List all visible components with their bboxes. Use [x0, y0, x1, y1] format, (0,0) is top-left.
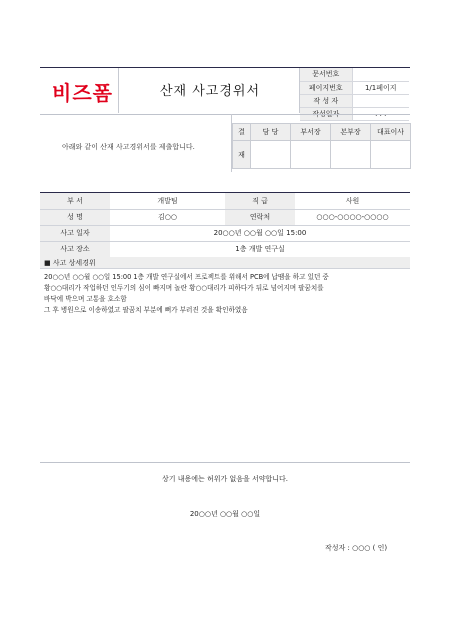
name-value[interactable]: 김○○ — [110, 209, 225, 225]
meta-value[interactable] — [352, 68, 409, 81]
info-row — [40, 209, 410, 225]
info-row — [40, 193, 410, 209]
brand-logo: 비즈폼 — [52, 81, 113, 105]
accident-place-label: 사고 장소 — [40, 241, 110, 257]
contact-label: 연락처 — [225, 209, 295, 225]
rank-label: 직 급 — [225, 193, 295, 209]
truth-statement: 상기 내용에는 허위가 없음을 서약합니다. — [161, 475, 289, 483]
signature-box-staff[interactable] — [251, 141, 291, 169]
submission-intro: 아래와 같이 산재 사고경위서를 제출합니다. — [62, 143, 195, 151]
detail-line: 황○○대리가 작업하던 인두기의 심이 빠지며 놀란 황○○대리가 피하다가 뒤로 넘어지며 팔꿈치를 — [44, 284, 324, 292]
approval-side-label-bottom: 재 — [233, 141, 251, 169]
meta-row — [300, 68, 409, 81]
meta-label: 문서번호 — [300, 68, 352, 81]
signing-date[interactable]: 20○○년 ○○월 ○○일 — [189, 510, 261, 518]
document-title: 산재 사고경위서 — [160, 84, 261, 99]
name-label: 성 명 — [40, 209, 110, 225]
signature-box-dept-head[interactable] — [291, 141, 331, 169]
approval-side-label-top: 결 — [233, 124, 251, 141]
info-row — [40, 241, 410, 257]
meta-row — [300, 81, 409, 94]
meta-row — [300, 94, 409, 107]
accident-detail-body[interactable] — [44, 272, 408, 316]
meta-label: 페이지번호 — [300, 81, 352, 94]
writer-signature[interactable]: 작성자 : ○○○ ( 인) — [325, 544, 388, 552]
header-divider-left — [118, 68, 119, 113]
dept-label: 부 서 — [40, 193, 110, 209]
dept-value[interactable]: 개발팀 — [110, 193, 225, 209]
meta-value[interactable] — [352, 94, 409, 107]
rank-value[interactable]: 사원 — [295, 193, 410, 209]
info-row — [40, 225, 410, 241]
approval-table — [232, 123, 411, 169]
detail-section-title: ■ 사고 상세경위 — [44, 259, 96, 267]
accident-date-value[interactable]: 20○○년 ○○월 ○○일 15:00 — [110, 225, 410, 241]
personal-info-table — [40, 193, 410, 258]
detail-bottom-rule — [40, 462, 410, 463]
accident-place-value[interactable]: 1층 개발 연구실 — [110, 241, 410, 257]
contact-value[interactable]: ○○○-○○○○-○○○○ — [295, 209, 410, 225]
accident-date-label: 사고 일자 — [40, 225, 110, 241]
document-meta-table — [300, 68, 409, 121]
signature-box-ceo[interactable] — [371, 141, 411, 169]
meta-label: 작 성 자 — [300, 94, 352, 107]
approval-col-dept-head: 부서장 — [291, 124, 331, 141]
detail-line: 바닥에 박으며 고통을 호소함 — [44, 295, 127, 303]
meta-value[interactable]: 1/1페이지 — [352, 81, 409, 94]
detail-line: 그 후 병원으로 이송하였고 팔꿈치 부분에 뼈가 부러진 것을 확인하였음 — [44, 306, 248, 314]
header-bottom-rule — [40, 114, 410, 115]
approval-col-division-head: 본부장 — [331, 124, 371, 141]
approval-col-ceo: 대표이사 — [371, 124, 411, 141]
signature-box-division-head[interactable] — [331, 141, 371, 169]
detail-line: 20○○년 ○○월 ○○일 15:00 1층 개발 연구실에서 프로젝트를 위해서 PCB에 납땜을 하고 있던 중 — [44, 273, 329, 281]
approval-col-staff: 담 당 — [251, 124, 291, 141]
